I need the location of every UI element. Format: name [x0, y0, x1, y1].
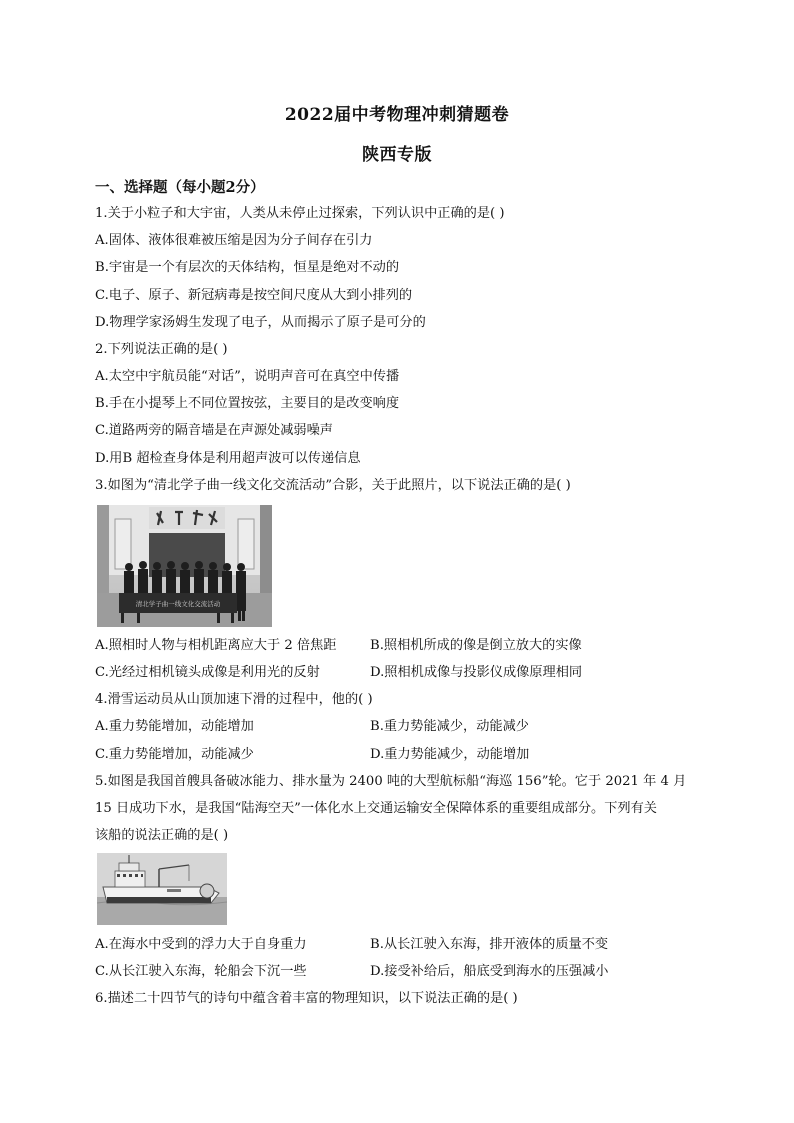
q1-option-d: D.物理学家汤姆生发现了电子，从而揭示了原子是可分的	[95, 315, 426, 330]
q2-option-d: D.用B 超检查身体是利用超声波可以传递信息	[95, 451, 361, 466]
q1-option-b: B.宇宙是一个有层次的天体结构，恒星是绝对不动的	[95, 260, 400, 275]
q5-option-b: B.从长江驶入东海，排开液体的质量不变	[370, 937, 609, 952]
q3-stem: 3.如图为“清北学子曲一线文化交流活动”合影，关于此照片，以下说法正确的是( )	[95, 478, 571, 493]
q3-option-b: B.照相机所成的像是倒立放大的实像	[370, 638, 582, 653]
q5-option-d: D.接受补给后，船底受到海水的压强减小	[370, 964, 609, 979]
q4-option-c: C.重力势能增加，动能减少	[95, 747, 254, 762]
q1-stem: 1.关于小粒子和大宇宙，人类从未停止过探索，下列认识中正确的是( )	[95, 206, 505, 221]
q5-option-a: A.在海水中受到的浮力大于自身重力	[95, 937, 307, 952]
q4-stem: 4.滑雪运动员从山顶加速下滑的过程中，他的( )	[95, 692, 373, 707]
section-heading: 一、选择题（每小题2分）	[95, 179, 265, 196]
photo-banner-text: 清北学子曲一线文化交流活动	[135, 600, 221, 608]
q5-stem-line3: 该船的说法正确的是( )	[95, 828, 229, 843]
q6-stem: 6.描述二十四节气的诗句中蕴含着丰富的物理知识，以下说法正确的是( )	[95, 991, 518, 1006]
q5-stem-line2: 15 日成功下水，是我国“陆海空天”一体化水上交通运输安全保障体系的重要组成部分。下列有关	[95, 801, 657, 816]
q3-option-c: C.光经过相机镜头成像是利用光的反射	[95, 665, 320, 680]
q2-option-c: C.道路两旁的隔音墙是在声源处减弱噪声	[95, 423, 333, 438]
exam-title: 2022届中考物理冲刺猜题卷	[284, 105, 510, 125]
q2-stem: 2.下列说法正确的是( )	[95, 342, 228, 357]
q3-option-a: A.照相时人物与相机距离应大于 2 倍焦距	[95, 638, 337, 653]
q5-stem-line1: 5.如图是我国首艘具备破冰能力、排水量为 2400 吨的大型航标船“海巡 156”轮。它于 2021 年 4 月	[95, 774, 687, 789]
q2-option-a: A.太空中宇航员能“对话”，说明声音可在真空中传播	[95, 369, 400, 384]
ship-photo-image	[97, 853, 227, 925]
q1-option-a: A.固体、液体很难被压缩是因为分子间存在引力	[95, 233, 373, 248]
q1-option-c: C.电子、原子、新冠病毒是按空间尺度从大到小排列的	[95, 288, 413, 303]
q4-option-b: B.重力势能减少，动能减少	[370, 719, 529, 734]
q3-option-d: D.照相机成像与投影仪成像原理相同	[370, 665, 583, 680]
q2-option-b: B.手在小提琴上不同位置按弦，主要目的是改变响度	[95, 396, 400, 411]
q4-option-a: A.重力势能增加，动能增加	[95, 719, 254, 734]
exam-subtitle: 陕西专版	[362, 145, 432, 165]
group-photo-image	[97, 505, 272, 627]
q4-option-d: D.重力势能减少，动能增加	[370, 747, 530, 762]
q5-option-c: C.从长江驶入东海，轮船会下沉一些	[95, 964, 307, 979]
